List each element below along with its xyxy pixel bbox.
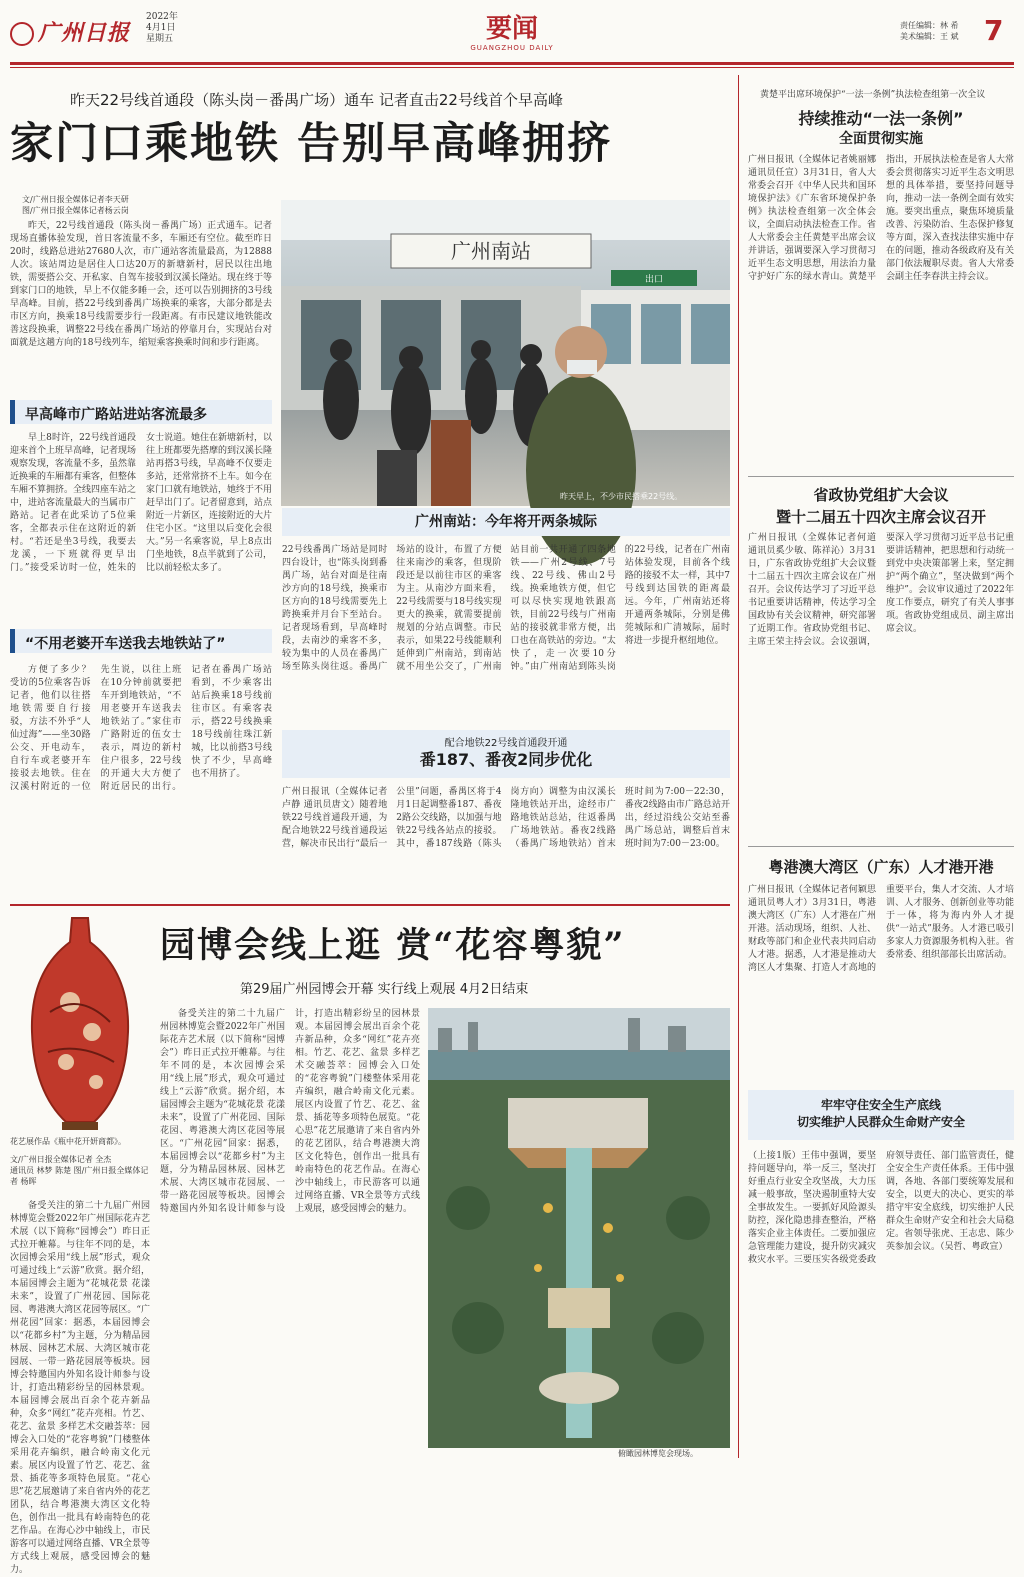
right-article-4-title-2: 切实维护人民群众生命财产安全: [796, 1115, 965, 1129]
right-article-4-title-1: 牢牢守住安全生产底线: [820, 1098, 941, 1112]
issue-weekday: 星期五: [146, 34, 174, 44]
vase-photo: [10, 912, 150, 1134]
right-article-3-body: [748, 884, 1014, 1080]
expo-subline: 第29届广州园博会开幕 实行线上观展 4月2日结束: [240, 982, 529, 997]
editor-credits: [900, 20, 959, 42]
gz-south-box-title: 广州南站：今年将开两条城际: [282, 508, 730, 536]
right-article-3-byline: 广州日报讯（全媒体记者何颖思 通讯员粤人才）: [748, 885, 876, 908]
right-article-1-title: 持续推动“一法一条例”: [798, 109, 964, 128]
vase-caption: 花艺展作品《瓶中花开妍商都》。: [10, 1137, 126, 1146]
masthead-rule-thin: [10, 67, 1014, 68]
expo-aerial-illustration: [428, 1008, 730, 1448]
station-sign-text: 广州南站: [451, 239, 531, 263]
vase-illustration: [10, 912, 150, 1134]
bus-box-body: 广州日报讯（全媒体记者卢静 通讯员唐文）随着地铁22号线首通段开通，为配合地铁22号线首通段运营，解决市民出行“最后一公里”问题，番禺区将于4月1日起调整番187、番夜2路公交线路，以加强与地铁22号线各站点的接驳。其中，番187线路（陈头岗方向）调整为由汉溪长隆地铁站开出，途经市广路地铁站总站，往返番禺广场地铁站。番夜2线路（番禺广场地铁站）首末班时间为7:00－22:30，番夜2线路由市广路总站开出，经过沿线公交站至番禺广场总站，调整后首末班时间为7:00－23:00。: [282, 787, 730, 849]
lead-subhead-1: 早高峰市广路站进站客流最多: [10, 400, 272, 424]
expo-aerial-photo: [428, 1008, 730, 1448]
expo-headline: 园博会线上逛 赏“花容粤貌”: [160, 925, 626, 966]
expo-body: 备受关注的第二十九届广州园林博览会暨2022年广州国际花卉艺术展（以下简称“园博会”）昨日正式拉开帷幕。与往年不同的是，本次园博会采用“线上展”形式，观众可通过线上“云游”欣赏。据介绍，本届园博会主题为“花城花景 花漾未来”，设置了广州花园、国际花园、粤港澳大湾区花园等展区。“广州花园”回家：据悉，本届园博会以“花都乡村”为主题，分为精品园林展、园林艺术展、大湾区城市花园展、一带一路花园展等板块。园博会特邀国内外知名设计师参与设计，打造出精彩纷呈的园林景观。本届园博会展出百余个花卉新品种，众多“网红”花卉亮相。竹艺、花艺、盆景 多样艺术交融荟萃：园博会入口处的“花容粤貌”门楼整体采用花卉编织，融合岭南文化元素。展区内设置了竹艺、花艺、盆景、插花等多项特色展览。“花心思”花艺展邀请了来自省内外的花艺团队，结合粤港澳大湾区文化特色，创作出一批具有岭南特色的花艺作品。在海心沙中轴线上，市民游客可以通过网络直播、VR全景等方式线上观展，感受园博会的魅力。: [160, 1009, 420, 1214]
section-title: 要闻: [485, 14, 538, 44]
right-article-2-title-1: 省政协党组扩大会议: [813, 486, 949, 504]
expo-photo-caption: 俯瞰园林博览会现场。: [618, 1449, 698, 1458]
lead-subhead-2-body: 方便了多少？受访的5位乘客告诉记者，他们以往搭地铁需要自行接驳，方法不外乎“人仙过海”——坐30路公交、开电动车，自行车或老婆开车接驳去地铁。住在汉溪村附近的一位先生说，以往上班在10分钟前就要把车开到地铁站，“不用老婆开车送我去地铁站了。”家住市广路附近的伍女士表示，周边的新村住户很多，22号线的开通大大方便了附近居民的出行。记者在番禺广场站看到，不少乘客出站后换乘18号线前往市区。有乘客表示，搭22号线换乘18号线前往珠江新城，比以前搭3号线快了不少，早高峰也不用挤了。: [10, 665, 272, 792]
logo-text: 广州日报: [38, 20, 131, 46]
section-divider: [10, 904, 730, 906]
right-article-4-head: [748, 1090, 1014, 1140]
right-article-2-text: 3月31日，广东省政协党组扩大会议暨十二届五十四次主席会议在广州召开。会议传达学习了习近平总书记重要讲话精神，传达学习全国政协有关会议精神，研究部署了近期工作。省政协党组书记、主席王荣主持会议。会议强调，要深入学习贯彻习近平总书记重要讲话精神，把思想和行动统一到党中央决策部署上来，坚定拥护“两个确立”，坚决做到“两个维护”。会议审议通过了2022年度工作要点，研究了有关人事事项。省政协党组成员、副主席出席会议。: [748, 533, 1014, 647]
newspaper-logo: [10, 16, 130, 47]
column-divider: [738, 75, 739, 1458]
issue-date: [146, 12, 178, 45]
lead-kicker: 昨天22号线首通段（陈头岗－番禺广场）通车 记者直击22号线首个早高峰: [70, 91, 563, 109]
logo-icon: [10, 22, 34, 46]
subway-platform-illustration: [281, 200, 730, 506]
right-article-1-kicker: 黄楚平出席环境保护“一法一条例”执法检查组第一次全议: [760, 90, 986, 100]
lead-intro: 昨天，22号线首通段（陈头岗－番禺广场）正式通车。记者现场直播体验发现，首日客流量不多，车厢还有空位。截至昨日20时，线路总进站27680人次，市广通站客流量最高，为12888人次。该站周边是居住人口达20万的新塘新村，居民以往出地铁，需要搭公交、开私家、自驾车接驳到汉溪长隆站。现在终于等到家门口的地铁，早上不仅能多睡一会，还可以告别拥挤的3号线早高峰。目前，搭22号线到番禺广场换乘的乘客，大部分都是去市区方向，换乘18号线需要步行一段距离。有市民建议地铁能改善这段换乘，调整22号线在番禺广场站的停靠月台，实现站台对面就是这趟方向的18号线列车，缩短乘客换乘时间和步行距离。: [10, 221, 272, 348]
right-divider-2: [748, 846, 1014, 847]
section-subtitle: GUANGZHOU DAILY: [470, 44, 554, 52]
lead-headline: 家门口乘地铁 告别早高峰拥挤: [10, 119, 612, 169]
right-article-2-byline: 广州日报讯（全媒体记者何道 通讯员奚少敏、陈祥沁）: [748, 533, 876, 556]
lead-photo-caption: 昨天早上，不少市民搭乘22号线。: [560, 492, 683, 501]
bus-box-kicker: 配合地铁22号线首通段开通: [444, 738, 568, 749]
masthead: [0, 0, 1024, 62]
lead-subhead-2: “不用老婆开车送我去地铁站了”: [10, 629, 272, 653]
right-article-2-body: [748, 532, 1014, 840]
exit-sign-text: 出口: [644, 275, 664, 285]
masthead-rule: [10, 62, 1014, 65]
right-divider-1: [748, 476, 1014, 477]
issue-year: 2022年: [146, 12, 178, 22]
right-article-1-subtitle: 全面贯彻实施: [839, 131, 923, 147]
gz-south-box-body: 22号线番禺广场站是同时四台设计，也“陈头岗到番禺广场，站台对面是往南沙方向的18号线，换乘市区方向的18号线需要先上跨换乘并月台下至站台。记者现场看到，早高峰时段，去南沙的乘客不多，较为集中的人员在番禺广场至陈头岗往返。番禺广场站的设计，布置了方便往来南沙的乘客，但现阶段还是以前往市区的乘客为主。从南沙方面来看，22号线需要与18号线实现更大的换乘，就需要提前规划的分站点调整。市民表示，如果22号线能顺利延伸到广州南站，到南站就不用坐公交了，广州南站目前一共开通了四条地铁——广州2号线、7号线、22号线、佛山2号线。换乘地铁方便，但它可以尽快实现地铁跟高铁，目前22号线与广州南站的接驳就非常方便，出口也在高铁站的旁边。“太快了，走一次要10分钟。”由广州南站到陈头岗的22号线，记者在广州南站体验发现，目前各个线路的接驳不太一样，其中7号线到达国铁的距离最远。今年，广州南站还将开通两条城际，分别是佛莞城际和广清城际，届时将进一步提升枢纽地位。: [282, 545, 730, 672]
expo-body-col1: 备受关注的第二十九届广州园林博览会暨2022年广州国际花卉艺术展（以下简称“园博会”）昨日正式拉开帷幕。与往年不同的是，本次园博会采用“线上展”形式，观众可通过线上“云游”欣赏。据介绍，本届园博会主题为“花城花景 花漾未来”，设置了广州花园、国际花园、粤港澳大湾区花园等展区。“广州花园”回家：据悉，本届园博会以“花都乡村”为主题，分为精品园林展、园林艺术展、大湾区城市花园展、一带一路花园展等板块。园博会特邀国内外知名设计师参与设计，打造出精彩纷呈的园林景观。本届园博会展出百余个花卉新品种，众多“网红”花卉亮相。竹艺、花艺、盆景 多样艺术交融荟萃：园博会入口处的“花容粤貌”门楼整体采用花卉编织，融合岭南文化元素。展区内设置了竹艺、花艺、盆景、插花等多项特色展览。“花心思”花艺展邀请了来自省内外的花艺团队，结合粤港澳大湾区文化特色，创作出一批具有岭南特色的花艺作品。在海心沙中轴线上，市民游客可以通过网络直播、VR全景等方式线上观展，感受园博会的魅力。: [10, 1201, 150, 1575]
bus-box-head: [282, 730, 730, 778]
expo-byline: 文/广州日报全媒体记者 全杰 通讯员 林梦 陈楚 图/广州日报全媒体记者 杨晖: [10, 1155, 149, 1186]
art-editor-line: 美术编辑：王 斌: [900, 32, 959, 41]
lead-byline: 文/广州日报全媒体记者李天研 图/广州日报全媒体记者杨云岗: [22, 195, 129, 215]
lead-subhead-1-body: 早上8时许，22号线首通段迎来首个上班早高峰，记者现场观察发现，客流量不多，虽然靠近换乘的车厢都有乘客，但整体车厢不算拥挤。全线四座车站之中，进站客流量最大的当属市广路站。记者在此采访了5位乘客，全都表示住在这附近的新村。“若还是坐3号线，我要去龙溪，一下班就得更早出门。”接受采访时一位，姓朱的女士说道。她住在新塘新村，以往上班都要先搭摩的到汉溪长隆站再搭3号线，早高峰不仅要走多站，还常常挤不上车。如今在家门口就有地铁站，她终于不用赶早出门了。记者留意到，站点附近一片新区，连接附近的大片住宅小区。“这里以后变化会很大。”另一名乘客说，早上8点出门坐地铁，8点半就到了公司，比以前轻松太多了。: [10, 433, 273, 573]
right-article-2-title-2: 暨十二届五十四次主席会议召开: [775, 508, 986, 526]
right-article-1-text: 3月31日，省人大常委会召开《中华人民共和国环境保护法》《广东省环境保护条例》执法检查组第一次全体会议，全面启动执法检查工作。省人大常委会主任黄楚平出席会议并讲话，强调要深入学习贯彻习近平生态文明思想，用法治力量守护好广东的绿水青山。黄楚平指出，开展执法检查是省人大常委会贯彻落实习近平生态文明思想的具体举措，要坚持问题导向，推动一法一条例全面有效实施。要突出重点，聚焦环境质量改善、污染防治、生态保护修复等方面，深入查找法律实施中存在的问题，推动各级政府及有关部门依法履职尽责。省人大常委会副主任李春洪主持会议。: [748, 155, 1014, 282]
right-article-3-text: 3月31日，粤港澳大湾区（广东）人才港在广州开港。活动现场，组织、人社、财政等部门和企业代表共同启动人才港。据悉，人才港是推动大湾区人才集聚、打造人才高地的重要平台，集人才交流、人才培训、人才服务、创新创业等功能于一体，将为海内外人才提供“一站式”服务。人才港已吸引多家人力资源服务机构入驻。省委常委、组织部部长出席活动。: [748, 885, 1014, 973]
bus-box-title: 番187、番夜2同步优化: [419, 750, 593, 769]
editor-line: 责任编辑：林 希: [900, 21, 959, 30]
subway-platform-photo: [281, 200, 730, 506]
page-number: 7: [984, 14, 1004, 47]
right-article-4-body: （上接1版）王伟中强调，要坚持问题导向，举一反三，坚决打好重点行业安全攻坚战，大力压减一般事故，坚决遏制重特大安全事故发生。一要抓好风险源头防控，深化隐患排查整治，严格落实企业主体责任。二要加强应急管理能力建设，提升防灾减灾救灾水平。三要压实各级党委政府领导责任、部门监管责任，健全安全生产责任体系。王伟中强调，各地、各部门要统筹发展和安全，以更大的决心、更实的举措守牢安全底线，切实维护人民群众生命财产安全和社会大局稳定。省领导张虎、王志忠、陈少英参加会议。（吴哲、粤政宣）: [748, 1151, 1014, 1265]
right-article-1-byline: 广州日报讯（全媒体记者姚丽娜 通讯员任宣）: [748, 155, 876, 178]
right-article-1-body: [748, 154, 1014, 470]
right-article-3-title: 粤港澳大湾区（广东）人才港开港: [768, 858, 994, 876]
issue-day: 4月1日: [146, 23, 176, 33]
